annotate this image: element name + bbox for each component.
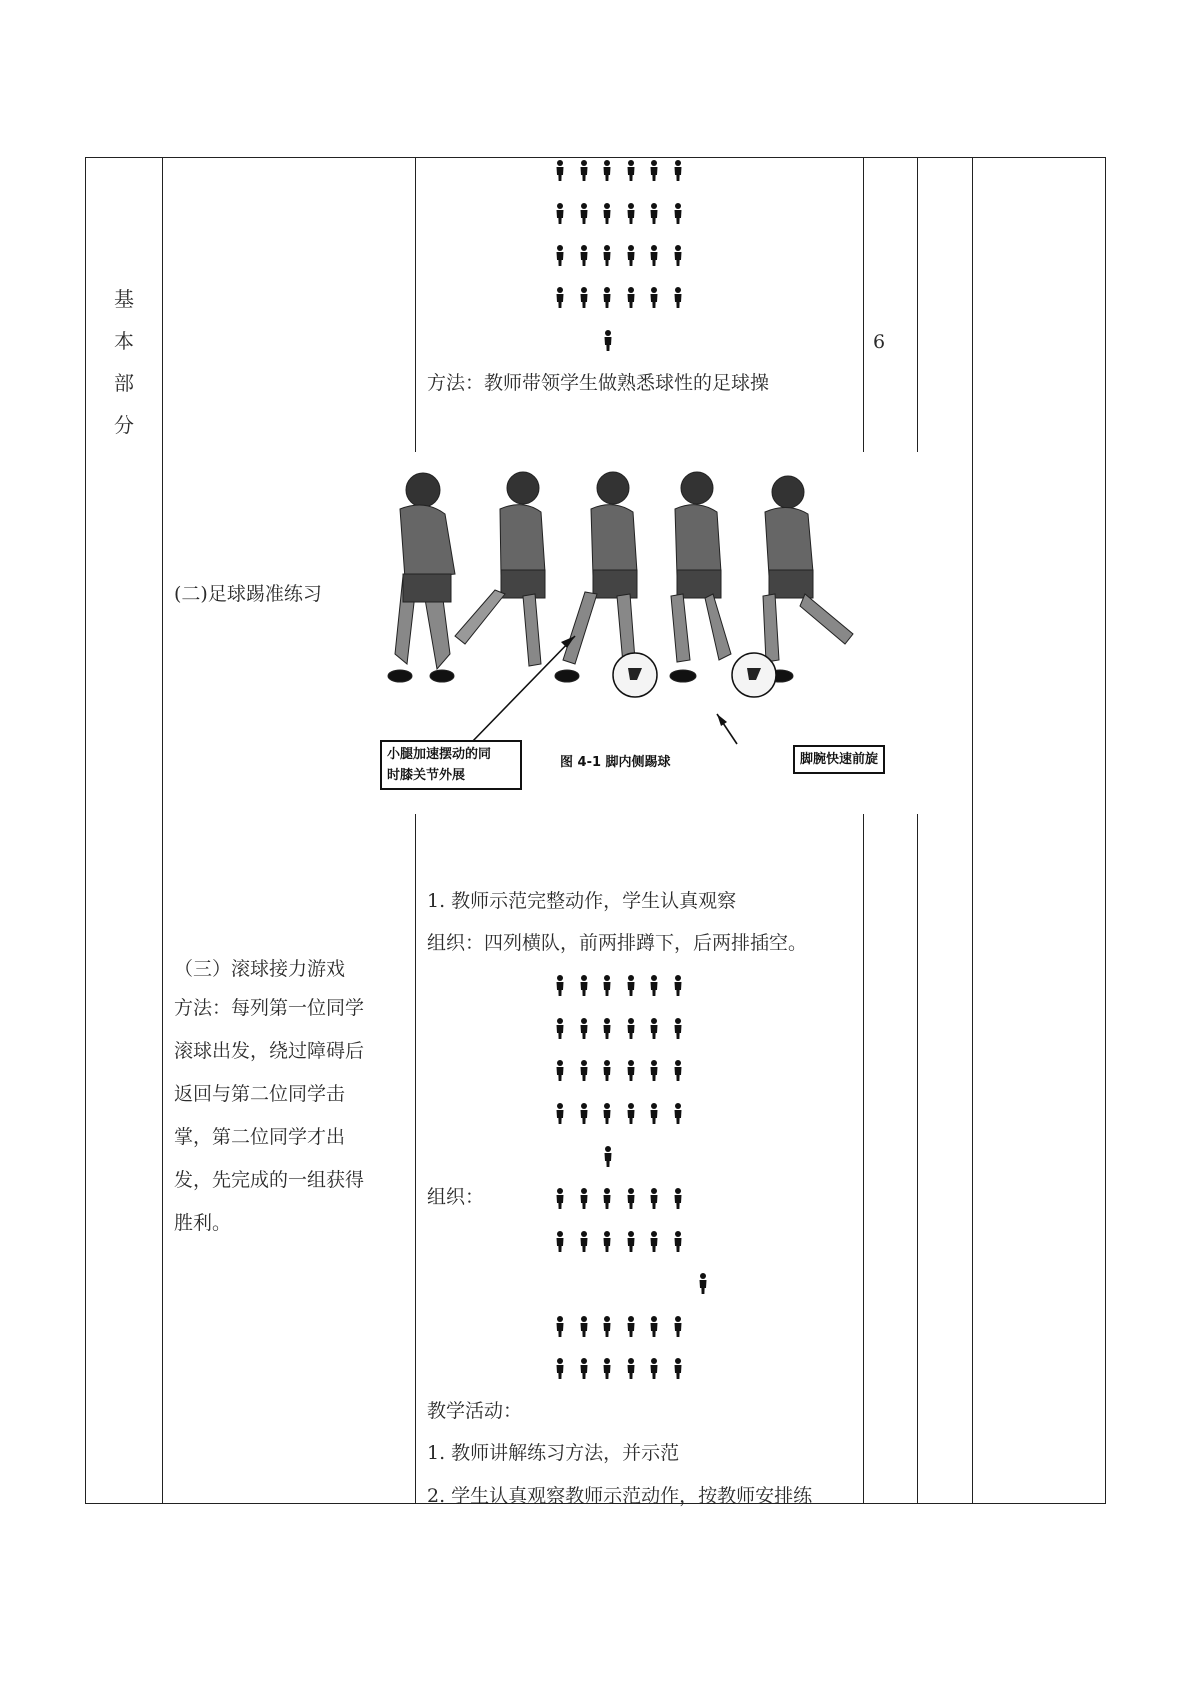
- student-figure-icon: [626, 1231, 650, 1253]
- callout-left-line: 时膝关节外展: [387, 768, 466, 783]
- kick-practice-title: (二)足球踢准练习: [174, 583, 322, 605]
- student-figure-icon: [626, 1316, 650, 1338]
- table-right-border: [1105, 157, 1106, 1504]
- callout-left-line: 小腿加速摆动的同: [387, 747, 492, 762]
- student-figure-icon: [602, 1103, 626, 1125]
- student-figure-icon: [649, 1231, 673, 1253]
- student-figure-icon: [555, 245, 579, 267]
- method-line: 发，先完成的一组获得: [174, 1169, 365, 1191]
- formation-row: [555, 975, 697, 997]
- student-figure-icon: [555, 1358, 579, 1380]
- student-figure-icon: [673, 1018, 697, 1040]
- formation-row: [555, 1060, 697, 1082]
- section-label-char: 部: [114, 371, 134, 395]
- student-figure-icon: [649, 1316, 673, 1338]
- formation-row: [555, 160, 697, 182]
- table-top-border: [85, 157, 1106, 158]
- student-figure-icon: [673, 1060, 697, 1082]
- column-divider-5: [972, 157, 973, 1504]
- organization-text: 组织：四列横队，前两排蹲下，后两排插空。: [427, 932, 808, 954]
- student-figure-icon: [626, 1060, 650, 1082]
- section-label-char: 本: [114, 329, 134, 353]
- relay-game-title: （三）滚球接力游戏: [174, 958, 346, 980]
- column-divider-4a: [917, 157, 918, 452]
- student-figure-icon: [555, 1103, 579, 1125]
- teacher-position: [698, 1273, 722, 1295]
- student-figure-icon: [555, 1231, 579, 1253]
- teacher-position: [603, 1146, 627, 1168]
- activity-1: 1. 教师讲解练习方法，并示范: [427, 1442, 680, 1464]
- student-figure-icon: [579, 975, 603, 997]
- student-figure-icon: [649, 1018, 673, 1040]
- formation-row: [555, 1358, 697, 1380]
- student-figure-icon: [602, 203, 626, 225]
- formation-row: [555, 1316, 697, 1338]
- method-line: 滚球出发，绕过障碍后: [174, 1040, 365, 1062]
- student-figure-icon: [603, 1146, 627, 1168]
- student-figure-icon: [555, 1060, 579, 1082]
- section-label: [111, 278, 137, 446]
- student-figure-icon: [602, 1231, 626, 1253]
- student-figure-icon: [579, 1018, 603, 1040]
- student-figure-icon: [649, 203, 673, 225]
- student-figure-icon: [555, 1188, 579, 1210]
- formation-row: [555, 1231, 697, 1253]
- student-figure-icon: [602, 1316, 626, 1338]
- teacher-demo-text: 1. 教师示范完整动作，学生认真观察: [427, 890, 737, 912]
- student-figure-icon: [602, 975, 626, 997]
- student-figure-icon: [602, 1060, 626, 1082]
- student-figure-icon: [602, 160, 626, 182]
- section-label-char: 分: [114, 413, 134, 437]
- student-figure-icon: [673, 1188, 697, 1210]
- column-divider-2a: [415, 157, 416, 452]
- activities-title: 教学活动：: [427, 1400, 523, 1422]
- student-figure-icon: [649, 245, 673, 267]
- time-value: 6: [873, 331, 886, 353]
- column-divider-3b: [863, 812, 864, 1504]
- activity-2: 2. 学生认真观察教师示范动作，按教师安排练: [427, 1485, 813, 1507]
- formation-row: [555, 287, 697, 309]
- student-figure-icon: [602, 1018, 626, 1040]
- student-figure-icon: [555, 1018, 579, 1040]
- student-figure-icon: [602, 287, 626, 309]
- student-figure-icon: [626, 203, 650, 225]
- student-figure-icon: [579, 1060, 603, 1082]
- student-figure-icon: [626, 1358, 650, 1380]
- student-figure-icon: [673, 203, 697, 225]
- formation-row: [555, 245, 697, 267]
- student-figure-icon: [673, 975, 697, 997]
- student-figure-icon: [579, 1103, 603, 1125]
- callout-right: 脚腕快速前旋: [793, 745, 885, 774]
- student-figure-icon: [626, 245, 650, 267]
- column-divider-4b: [917, 812, 918, 1504]
- column-divider-2b: [415, 812, 416, 1504]
- method-line: 掌，第二位同学才出: [174, 1126, 346, 1148]
- student-figure-icon: [698, 1273, 722, 1295]
- table-left-border: [85, 157, 86, 1504]
- kicking-technique-photo: [345, 454, 935, 814]
- warmup-method-text: 方法：教师带领学生做熟悉球性的足球操: [427, 372, 770, 394]
- formation-row: [555, 1188, 697, 1210]
- organization-label: 组织：: [427, 1186, 485, 1208]
- student-figure-icon: [579, 1358, 603, 1380]
- student-figure-icon: [555, 203, 579, 225]
- student-figure-icon: [673, 245, 697, 267]
- student-figure-icon: [579, 1316, 603, 1338]
- column-divider-3a: [863, 157, 864, 452]
- student-figure-icon: [649, 1358, 673, 1380]
- student-figure-icon: [555, 160, 579, 182]
- student-figure-icon: [673, 160, 697, 182]
- student-figure-icon: [602, 1188, 626, 1210]
- student-figure-icon: [673, 1358, 697, 1380]
- column-divider-1: [162, 157, 163, 1504]
- student-figure-icon: [626, 287, 650, 309]
- method-line: 方法：每列第一位同学: [174, 997, 365, 1019]
- student-figure-icon: [579, 160, 603, 182]
- student-figure-icon: [673, 1103, 697, 1125]
- student-figure-icon: [649, 287, 673, 309]
- student-figure-icon: [603, 330, 627, 352]
- student-figure-icon: [649, 1103, 673, 1125]
- method-line: 返回与第二位同学击: [174, 1083, 346, 1105]
- figure-caption: 图 4-1 脚内侧踢球: [560, 755, 671, 770]
- student-figure-icon: [626, 1188, 650, 1210]
- formation-row: [555, 1103, 697, 1125]
- relay-game-method: [174, 987, 404, 1245]
- student-figure-icon: [555, 287, 579, 309]
- student-figure-icon: [649, 1060, 673, 1082]
- student-figure-icon: [579, 1188, 603, 1210]
- formation-row: [555, 203, 697, 225]
- student-figure-icon: [649, 1188, 673, 1210]
- student-figure-icon: [673, 287, 697, 309]
- formation-row: [555, 1018, 697, 1040]
- student-figure-icon: [579, 245, 603, 267]
- student-figure-icon: [579, 1231, 603, 1253]
- student-figure-icon: [626, 160, 650, 182]
- student-figure-icon: [626, 1103, 650, 1125]
- section-label-char: 基: [114, 287, 134, 311]
- student-figure-icon: [555, 1316, 579, 1338]
- student-figure-icon: [673, 1231, 697, 1253]
- student-figure-icon: [673, 1316, 697, 1338]
- callout-left: [380, 740, 522, 790]
- student-figure-icon: [579, 287, 603, 309]
- student-figure-icon: [649, 975, 673, 997]
- student-figure-icon: [602, 1358, 626, 1380]
- teacher-position: [603, 330, 627, 352]
- student-figure-icon: [602, 245, 626, 267]
- method-line: 胜利。: [174, 1212, 232, 1234]
- student-figure-icon: [626, 1018, 650, 1040]
- student-figure-icon: [555, 975, 579, 997]
- student-figure-icon: [626, 975, 650, 997]
- student-figure-icon: [579, 203, 603, 225]
- student-figure-icon: [649, 160, 673, 182]
